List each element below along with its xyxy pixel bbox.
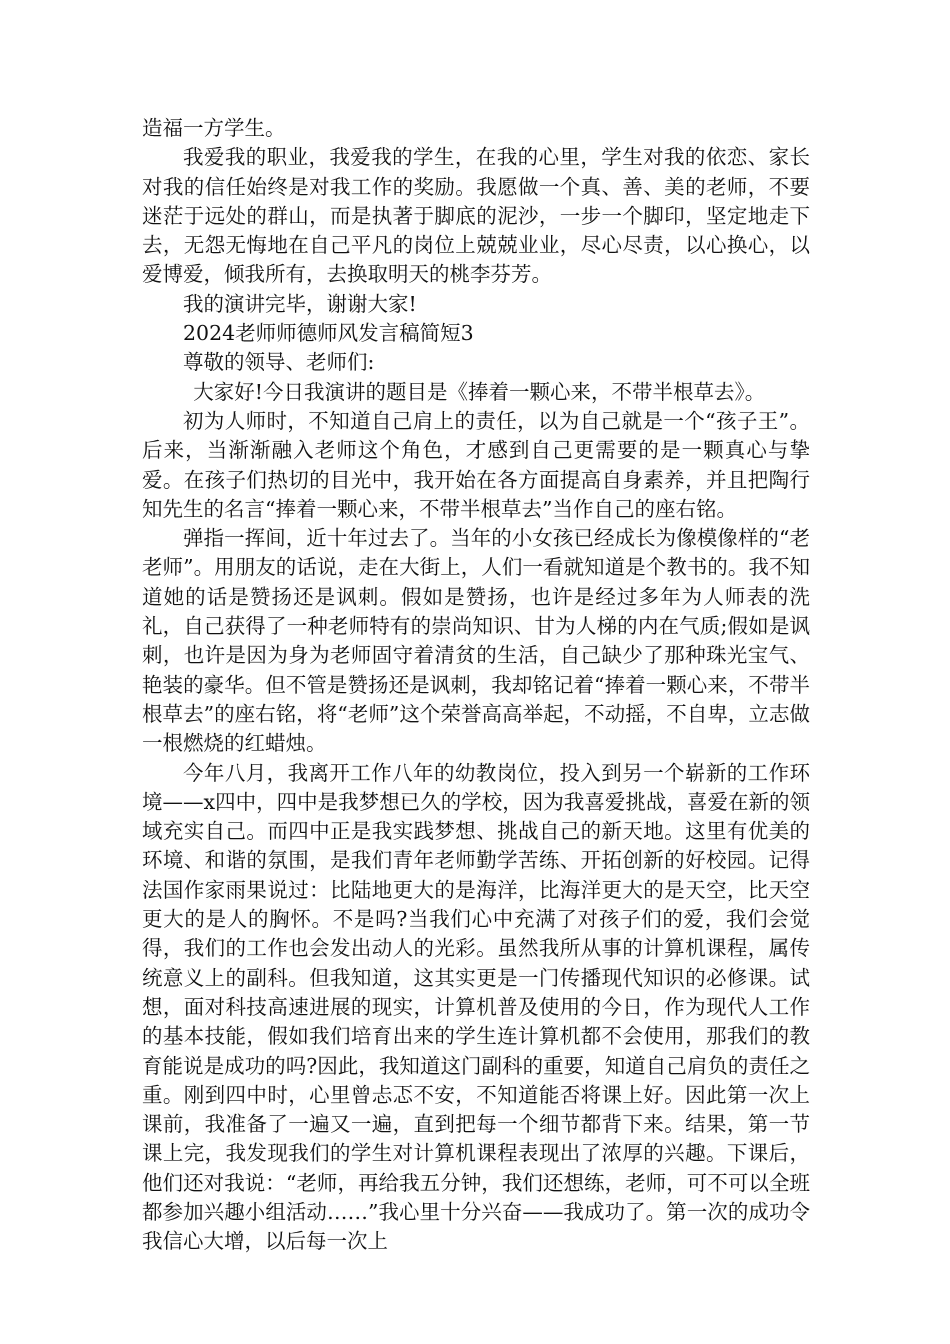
section-title: 2024老师师德师风发言稿简短3 <box>183 321 474 346</box>
paragraph-august: 今年八月，我离开工作八年的幼教岗位，投入到另一个崭新的工作环境——x四中，四中是我梦想已久的学校，因为我喜爱挑战，喜爱在新的领域充实自己。而四中正是我实践梦想、挑战自己的新天地。这里有优美的环境、和谐的氛围，是我们青年老师勤学苦练、开拓创新的好校园。记得法国作家雨果说过：比陆地更大的是海洋，比海洋更大的是天空，比天空更大的是人的胸怀。不是吗?当我们心中充满了对孩子们的爱，我们会觉得，我们的工作也会发出动人的光彩。虽然我所从事的计算机课程，属传统意义上的副科。但我知道，这其实更是一门传播现代知识的必修课。试想，面对科技高速进展的现实，计算机普及使用的今日，作为现代人工作的基本技能，假如我们培育出来的学生连计算机都不会使用，那我们的教育能说是成功的吗?因此，我知道这门副科的重要，知道自己肩负的责任之重。刚到四中时，心里曾忐忑不安，不知道能否将课上好。因此第一次上课前，我准备了一遍又一遍，直到把每一个细节都背下来。结果，第一节课上完，我发现我们的学生对计算机课程表现出了浓厚的兴趣。下课后，他们还对我说：“老师，再给我五分钟，我们还想练，老师，可不可以全班都参加兴趣小组活动……”我心里十分兴奋——我成功了。第一次的成功令我信心大增，以后每一次上 <box>142 760 810 1254</box>
paragraph-closing-line: 造福一方学生。 <box>142 116 286 140</box>
paragraph-ten-years: 弹指一挥间，近十年过去了。当年的小女孩已经成长为像模像样的“老老师”。用朋友的话说，走在大街上，人们一看就知道是个教书的。我不知道她的话是赞扬还是讽刺。假如是赞扬，也许是经过多年为人师表的洗礼，自己获得了一种老师特有的崇尚知识、甘为人梯的内在气质;假如是讽刺，也许是因为身为老师固守着清贫的生活，自己缺少了那种珠光宝气、艳装的豪华。但不管是赞扬还是讽刺，我却铭记着“捧着一颗心来，不带半根草去”的座右铭，将“老师”这个荣誉高高举起，不动摇，不自卑，立志做一根燃烧的红蜡烛。 <box>142 526 810 756</box>
document-page <box>142 114 810 1257</box>
paragraph-new-teacher: 初为人师时，不知道自己肩上的责任，以为自己就是一个“孩子王”。后来，当渐渐融入老师这个角色，才感到自己更需要的是一颗真心与挚爱。在孩子们热切的目光中，我开始在各方面提高自身素养，并且把陶行知先生的名言“捧着一颗心来，不带半根草去”当作自己的座右铭。 <box>142 408 810 521</box>
paragraph-love-career: 我爱我的职业，我爱我的学生，在我的心里，学生对我的依恋、家长对我的信任始终是对我工作的奖励。我愿做一个真、善、美的老师，不要迷茫于远处的群山，而是执著于脚底的泥沙，一步一个脚印，坚定地走下去，无怨无悔地在自己平凡的岗位上兢兢业业，尽心尽责，以心换心，以爱博爱，倾我所有，去换取明天的桃李芬芳。 <box>142 145 810 287</box>
paragraph-salutation: 尊敬的领导、老师们: <box>183 350 375 375</box>
paragraph-greeting: 大家好!今日我演讲的题目是《捧着一颗心来，不带半根草去》。 <box>193 379 766 404</box>
paragraph-speech-end: 我的演讲完毕，谢谢大家! <box>183 291 417 316</box>
